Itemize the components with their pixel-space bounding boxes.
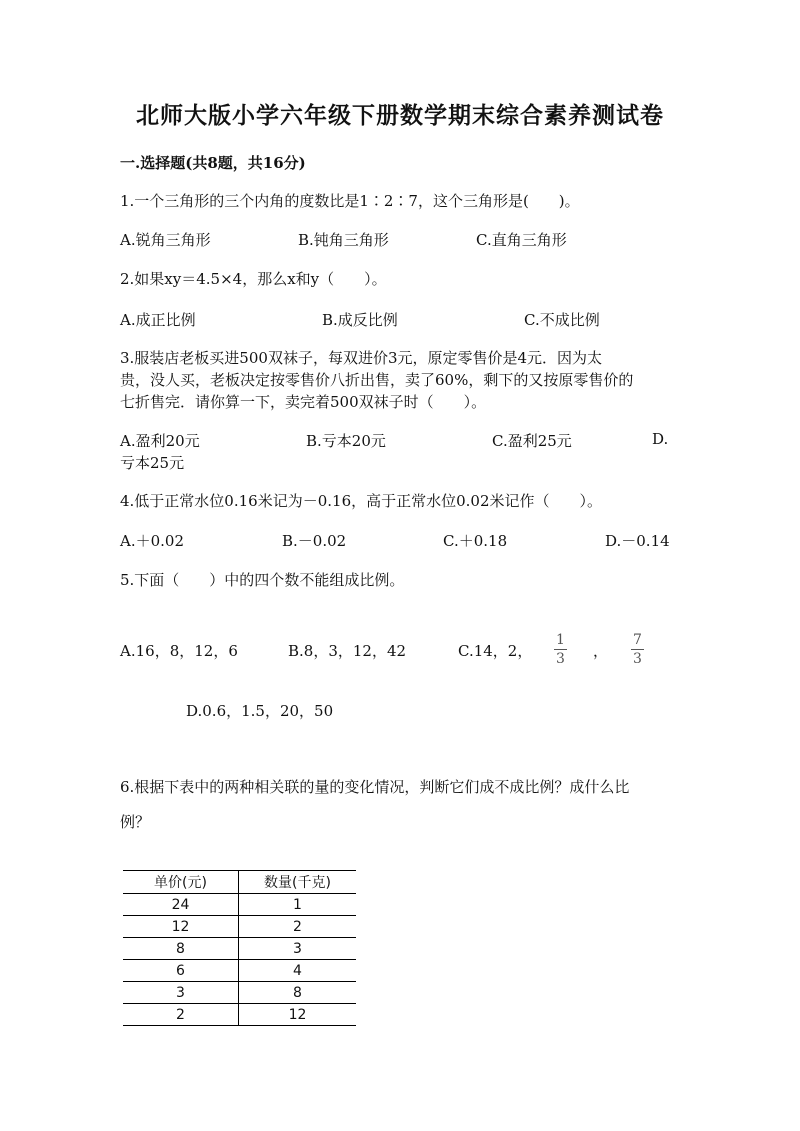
- question-4-stem: 4.低于正常水位0.16米记为－0.16，高于正常水位0.02米记作（ ）。: [120, 492, 603, 510]
- table-row: [123, 938, 356, 960]
- question-1-stem: 1.一个三角形的三个内角的度数比是1∶2∶7，这个三角形是( )。: [120, 192, 580, 210]
- question-2-stem: 2.如果xy＝4.5×4，那么x和y（ ）。: [120, 270, 387, 288]
- question-1-option-c: C.直角三角形: [476, 231, 567, 249]
- table-header-row: [123, 871, 356, 894]
- question-3-line-1: 3.服装店老板买进500双袜子，每双进价3元，原定零售价是4元．因为太: [120, 349, 603, 367]
- table-cell-price: 2: [123, 1004, 239, 1026]
- question-5-option-c-separator: ，: [593, 642, 609, 660]
- question-5-option-a: A.16，8，12，6: [120, 642, 238, 660]
- table-cell-price: 12: [123, 916, 239, 938]
- question-2-option-b: B.成反比例: [322, 311, 398, 329]
- table-cell-quantity: 4: [239, 960, 357, 982]
- question-5-fraction-seven-thirds: [631, 632, 644, 667]
- question-3-option-d-text: 亏本25元: [120, 454, 185, 472]
- question-5-option-d: D.0.6，1.5，20，50: [186, 702, 334, 720]
- question-1-option-b: B.钝角三角形: [298, 231, 389, 249]
- question-4-option-b: B.－0.02: [282, 532, 347, 550]
- table-row: [123, 982, 356, 1004]
- table-cell-price: 8: [123, 938, 239, 960]
- table-row: [123, 960, 356, 982]
- fraction-bar: [554, 649, 567, 650]
- price-quantity-table: [123, 870, 356, 1026]
- question-5-fraction-one-third: [554, 632, 567, 667]
- question-5-stem: 5.下面（ ）中的四个数不能组成比例。: [120, 571, 405, 589]
- table-cell-quantity: 1: [239, 894, 357, 916]
- question-4-option-a: A.＋0.02: [120, 532, 184, 550]
- table-cell-price: 6: [123, 960, 239, 982]
- question-2-option-c: C.不成比例: [524, 311, 600, 329]
- table-row: [123, 1004, 356, 1026]
- page-title: 北师大版小学六年级下册数学期末综合素养测试卷: [136, 102, 664, 129]
- question-6-line-2: 例？: [120, 813, 151, 831]
- table-row: [123, 894, 356, 916]
- table-cell-price: 24: [123, 894, 239, 916]
- table-cell-quantity: 2: [239, 916, 357, 938]
- question-3-option-c: C.盈利25元: [492, 432, 572, 450]
- question-1-option-a: A.锐角三角形: [120, 231, 211, 249]
- question-2-option-a: A.成正比例: [120, 311, 196, 329]
- table-cell-quantity: 3: [239, 938, 357, 960]
- fraction-denominator: 3: [633, 651, 642, 667]
- question-3-line-2: 贵，没人买，老板决定按零售价八折出售，卖了60%，剩下的又按原零售价的: [120, 371, 634, 389]
- question-6-line-1: 6.根据下表中的两种相关联的量的变化情况，判断它们成不成比例？成什么比: [120, 778, 630, 796]
- table-cell-quantity: 8: [239, 982, 357, 1004]
- question-4-option-d: D.－0.14: [605, 532, 670, 550]
- table-cell-price: 3: [123, 982, 239, 1004]
- fraction-numerator: 1: [556, 632, 565, 648]
- question-3-option-a: A.盈利20元: [120, 432, 200, 450]
- question-3-line-3: 七折售完．请你算一下，卖完着500双袜子时（ ）。: [120, 393, 487, 411]
- question-4-option-c: C.＋0.18: [443, 532, 508, 550]
- question-3-option-b: B.亏本20元: [306, 432, 386, 450]
- question-5-option-b: B.8，3，12，42: [288, 642, 407, 660]
- fraction-denominator: 3: [556, 651, 565, 667]
- table-header-price: 单价(元): [123, 871, 239, 894]
- table-cell-quantity: 12: [239, 1004, 357, 1026]
- section-heading: 一.选择题(共8题，共16分): [120, 154, 306, 172]
- question-5-option-c: C.14，2，: [458, 642, 533, 660]
- table-row: [123, 916, 356, 938]
- question-3-option-d-label: D.: [652, 430, 669, 448]
- fraction-bar: [631, 649, 644, 650]
- fraction-numerator: 7: [633, 632, 642, 648]
- table-header-quantity: 数量(千克): [239, 871, 357, 894]
